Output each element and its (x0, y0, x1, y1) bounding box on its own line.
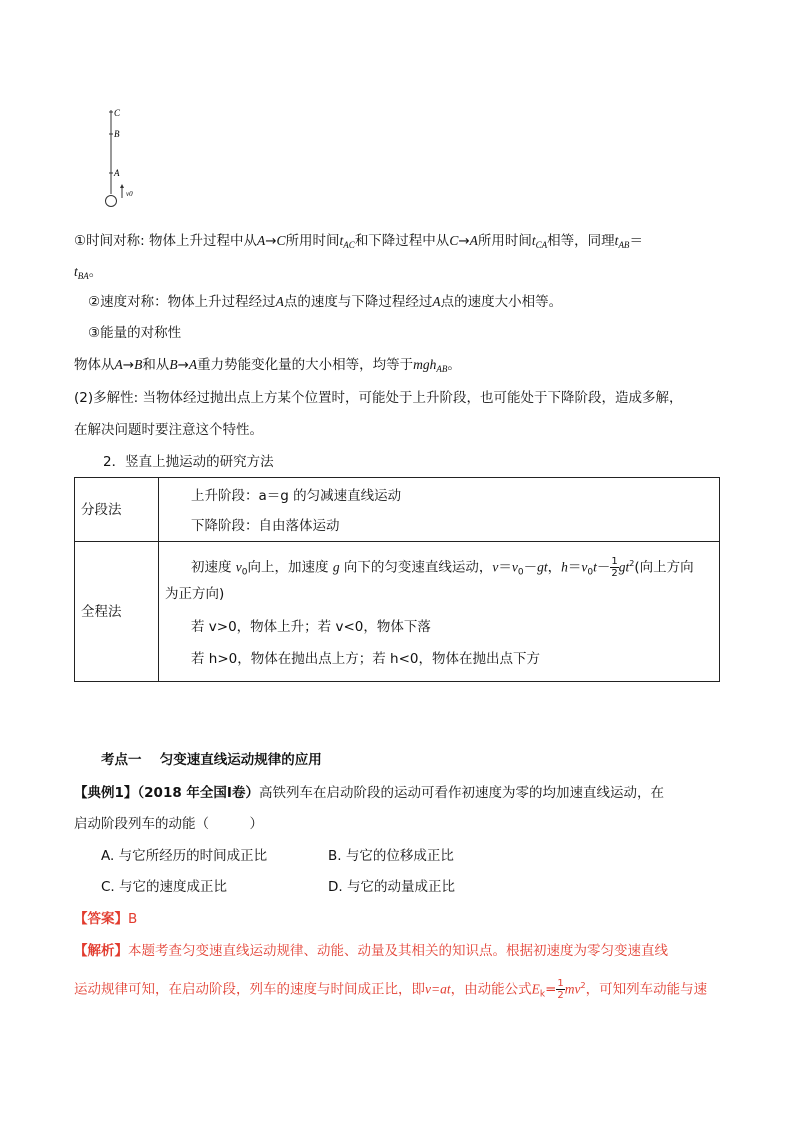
answer-tag: 【答案】 (74, 911, 128, 927)
text: 和下降过程中从 (354, 233, 450, 249)
text: 相等，同理 (547, 233, 615, 249)
method-content-cell (159, 478, 720, 542)
text: 物体从 (74, 357, 115, 373)
method-content-cell (159, 542, 720, 682)
table-row (75, 542, 720, 682)
option-d: D. 与它的动量成正比 (328, 879, 455, 895)
text: 在解决问题时要注意这个特性。 (74, 422, 263, 438)
text: 。 (88, 264, 103, 280)
fraction-half: $\frac{1}{2}$ (611, 556, 618, 579)
label-b: B (114, 129, 120, 139)
multi-solution-line-2 (74, 420, 263, 440)
label-v0: v0 (126, 190, 133, 198)
text: 和从 (142, 357, 170, 373)
time-symmetry-line-2: $t_{BA}$。 (74, 264, 103, 281)
text: 所用时间 (285, 233, 340, 249)
analysis-text: 本题考查匀变速直线运动规律、动能、动量及其相关的知识点。根据初速度为零匀变速直线 (128, 943, 668, 959)
label-a: A (114, 168, 120, 178)
option-b: B. 与它的位移成正比 (328, 848, 454, 864)
table-row (75, 478, 720, 542)
vertical-throw-figure (100, 100, 150, 215)
text: 所用时间 (477, 233, 532, 249)
text: ，可知列车动能与速 (585, 981, 708, 998)
segment-line-2: 下降阶段：自由落体运动 (191, 518, 340, 534)
text: 。 (447, 357, 461, 373)
whole-line-4: 若 h>0，物体在抛出点上方；若 h<0，物体在抛出点下方 (191, 651, 540, 667)
method-name: 分段法 (81, 501, 122, 518)
speed-symmetry: ②速度对称：物体上升过程经过A点的速度与下降过程经过A点的速度大小相等。 (88, 294, 563, 310)
text: ，由动能公式 (450, 981, 532, 998)
whole-line-1: 初速度 $v_0$向上，加速度 g 向下的匀变速直线运动，$v=v_0-gt$，$h=v_0t-$ $\frac{1}{2}$ $gt^2$(向上方向 (191, 556, 694, 579)
example-source: （2018 年全国Ⅰ卷） (137, 785, 259, 801)
methods-heading (103, 452, 274, 472)
text: 运动规律可知，在启动阶段，列车的速度与时间成正比，即 (74, 981, 425, 998)
whole-line-3: 若 v>0，物体上升；若 v<0，物体下落 (191, 619, 431, 635)
velocity-arrowhead (120, 184, 124, 188)
text: 初速度 (191, 559, 232, 576)
segment-line-1: 上升阶段：a＝g 的匀减速直线运动 (191, 488, 402, 504)
section-title: 考点一 匀变速直线运动规律的应用 (101, 752, 322, 768)
time-symmetry-line-1: ①时间对称: 物体上升过程中从A→C所用时间$t_{AC}$和下降过程中从C→A所用时间$t_{CA}$相等，同理$t_{AB}=$ (74, 233, 643, 250)
analysis-tag: 【解析】 (74, 943, 128, 959)
text: 重力势能变化量的大小相等，均等于 (197, 357, 414, 373)
example-question-line-2: 启动阶段列车的动能（ ） (74, 816, 263, 832)
energy-symmetry-body: 物体从A→B和从B→A重力势能变化量的大小相等，均等于mgh$_{AB}$。 (74, 357, 461, 374)
label-c: C (114, 108, 121, 118)
text: 向下的匀变速直线运动， (343, 559, 493, 576)
analysis-line-1 (74, 941, 668, 961)
example-tag: 【典例1】 (74, 785, 138, 801)
question-text: 高铁列车在启动阶段的运动可看作初速度为零的均加速直线运动，在 (258, 785, 664, 801)
analysis-line-2: 运动规律可知，在启动阶段，列车的速度与时间成正比，即v=at，由动能公式$E_k=$ $\frac{1}{2}$ $mv^2$，可知列车动能与速 (74, 978, 708, 1001)
text: 向上，加速度 (247, 559, 329, 576)
fraction-half: $\frac{1}{2}$ (557, 978, 564, 1001)
text: (向上方向 (634, 559, 694, 576)
text: 点的速度与下降过程经过 (283, 294, 433, 310)
method-name: 全程法 (81, 603, 122, 620)
text: ③能量的对称性 (88, 325, 182, 341)
text: ②速度对称：物体上升过程经过 (88, 294, 276, 310)
text: ①时间对称: 物体上升过程中从 (74, 233, 257, 249)
whole-line-2: 为正方向) (165, 586, 225, 602)
option-a: A. 与它所经历的时间成正比 (101, 848, 268, 864)
text: 2．竖直上抛运动的研究方法 (103, 454, 274, 470)
answer-value: B (128, 911, 138, 927)
example-question-line-1 (74, 783, 664, 803)
text: 点的速度大小相等。 (440, 294, 563, 310)
multi-solution-line-1 (74, 388, 682, 408)
formula-v-at: v=at (425, 981, 451, 997)
answer-line (74, 909, 137, 929)
ball (106, 196, 117, 207)
text: (2)多解性: 当物体经过抛出点上方某个位置时，可能处于上升阶段，也可能处于下降阶段，造成多解， (74, 390, 683, 406)
method-name-cell (75, 478, 159, 542)
methods-table (74, 477, 720, 682)
energy-symmetry-title (88, 323, 181, 343)
option-c: C. 与它的速度成正比 (101, 879, 228, 895)
method-name-cell (75, 542, 159, 682)
